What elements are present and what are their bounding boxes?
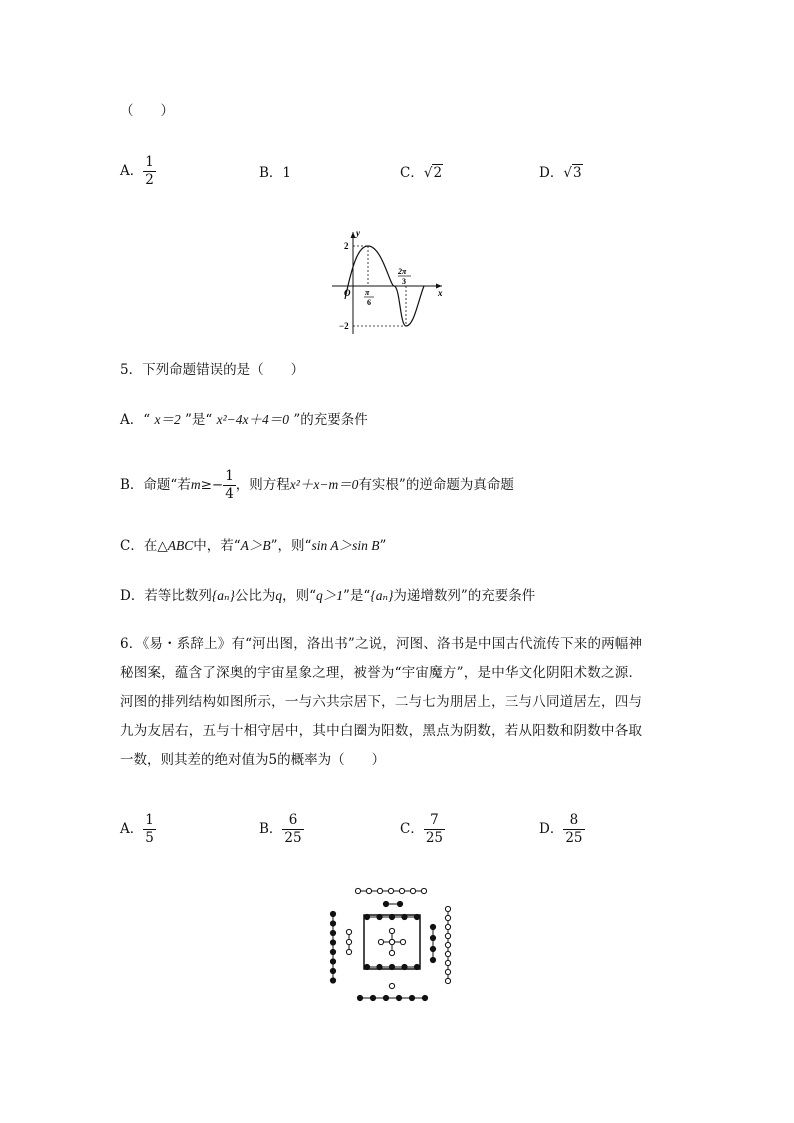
q4-paren: （ ） xyxy=(120,103,174,119)
yin-dot xyxy=(430,946,435,951)
text-segment: 为递增数列”的充要条件 xyxy=(393,588,536,604)
text-segment: 若等比数列 xyxy=(144,588,212,604)
yin-dot xyxy=(430,935,435,940)
yin-dot xyxy=(414,964,419,969)
fraction xyxy=(223,468,236,503)
text-segment: ”的充要条件 xyxy=(293,412,368,428)
y-min-label: −2 xyxy=(339,321,349,331)
fraction-numerator: 1 xyxy=(145,154,154,170)
fraction-denominator: 2 xyxy=(145,172,154,188)
yin-dot xyxy=(330,978,335,983)
yang-dot xyxy=(421,888,426,893)
yang-dot xyxy=(445,951,450,956)
yang-dot xyxy=(378,939,383,944)
yang-dot xyxy=(445,978,450,983)
yin-dot xyxy=(330,968,335,973)
q6-option-c xyxy=(400,812,445,847)
right-nine-yang xyxy=(445,906,450,983)
fraction xyxy=(143,154,156,189)
option-label: C． xyxy=(120,538,144,554)
yang-dot xyxy=(389,939,394,944)
option-label: A． xyxy=(120,821,144,837)
sqrt: √2 xyxy=(423,165,443,181)
yin-dot xyxy=(330,949,335,954)
sqrt: √3 xyxy=(563,165,582,181)
q4-option-b xyxy=(259,164,291,182)
text-segment: 命题“若 xyxy=(143,477,191,493)
top-two-yin xyxy=(383,901,402,906)
yang-dot xyxy=(445,906,450,911)
option-label: B． xyxy=(259,821,283,837)
expr-equation: x²＋x−m＝0 xyxy=(289,477,359,492)
text-segment: ”，则“ xyxy=(270,538,312,554)
q5-option-b xyxy=(120,468,514,503)
sine-graph xyxy=(330,226,450,338)
fraction-denominator: 4 xyxy=(225,486,234,502)
y-axis-arrow-icon xyxy=(351,232,356,238)
yang-dot xyxy=(366,888,371,893)
hetu-diagram xyxy=(320,880,470,1010)
yang-dot xyxy=(377,888,382,893)
q6-option-a xyxy=(120,812,156,847)
yin-dot xyxy=(364,914,369,919)
fraction-numerator: 1 xyxy=(145,812,154,828)
yin-dot xyxy=(397,901,402,906)
fraction-denominator: 25 xyxy=(284,830,302,846)
yin-dot xyxy=(396,995,401,1000)
yang-dot xyxy=(400,939,405,944)
q4-option-d xyxy=(539,164,583,182)
yang-dot xyxy=(388,888,393,893)
yang-dot xyxy=(445,969,450,974)
fraction-numerator: 6 xyxy=(282,812,303,830)
text-segment: ”是“ xyxy=(185,412,213,428)
yin-dot xyxy=(370,995,375,1000)
left-eight-yin xyxy=(330,911,335,983)
yang-dot xyxy=(346,939,351,944)
q6-option-b xyxy=(259,812,304,847)
yang-dot xyxy=(399,888,404,893)
option-label: B． xyxy=(120,477,144,493)
right-four-yin xyxy=(430,924,435,962)
expr-x-eq-2: x＝2 xyxy=(154,412,181,427)
yin-dot xyxy=(422,995,427,1000)
y-max-label: 2 xyxy=(344,241,349,251)
x-tick1-den: 6 xyxy=(367,298,371,307)
var-q: q xyxy=(275,588,283,603)
center-cross-horizontal xyxy=(378,939,405,944)
option-label: C． xyxy=(400,165,424,181)
x-tick2-num: 2π xyxy=(398,267,407,276)
yang-dot xyxy=(445,924,450,929)
q4-option-a xyxy=(120,154,156,189)
triangle-abc: ABC xyxy=(167,538,194,553)
q5-stem: 5．下列命题错误的是（ ） xyxy=(120,362,305,378)
fraction-numerator: 7 xyxy=(424,812,445,830)
fraction-numerator: 1 xyxy=(225,468,234,484)
text-segment: 有实根”的逆命题为真命题 xyxy=(358,477,514,493)
text-segment: 中，若“ xyxy=(193,538,241,554)
yang-dot xyxy=(445,915,450,920)
yin-dot xyxy=(430,957,435,962)
yang-dot xyxy=(389,928,394,933)
radicand: 3 xyxy=(572,165,582,181)
yin-dot xyxy=(330,940,335,945)
fraction xyxy=(143,812,156,847)
expr-quadratic: x²−4x＋4＝0 xyxy=(216,412,290,427)
x-tick2-den: 3 xyxy=(402,277,406,286)
expr-q-gt-1: q＞1 xyxy=(316,588,344,603)
yang-dot xyxy=(445,960,450,965)
x-tick1-num: π xyxy=(365,288,370,297)
yin-dot xyxy=(330,930,335,935)
option-value: 1 xyxy=(282,165,292,181)
expr-a-gt-b: A＞B xyxy=(240,538,271,553)
yin-dot xyxy=(414,914,419,919)
option-label: A． xyxy=(120,412,144,428)
yin-dot xyxy=(402,914,407,919)
text-segment: 在△ xyxy=(143,538,168,554)
yin-dot xyxy=(383,901,388,906)
text-segment: 公比为 xyxy=(234,588,276,604)
yin-dot xyxy=(389,914,394,919)
yin-dot xyxy=(383,995,388,1000)
bottom-one-yang xyxy=(389,983,394,988)
yang-dot xyxy=(410,888,415,893)
yang-dot xyxy=(389,983,394,988)
option-label: D． xyxy=(539,821,564,837)
q4-option-c xyxy=(400,164,443,182)
fraction xyxy=(282,812,303,847)
expr-sin: sin A＞sin B xyxy=(311,538,380,553)
yang-dot xyxy=(445,942,450,947)
yang-dot xyxy=(445,933,450,938)
q6-option-d xyxy=(539,812,585,847)
text-segment: ≥− xyxy=(200,477,224,493)
yang-dot xyxy=(346,949,351,954)
top-seven-yang xyxy=(355,888,426,893)
yin-dot xyxy=(330,921,335,926)
yin-dot xyxy=(409,995,414,1000)
yin-dot xyxy=(402,964,407,969)
yin-dot xyxy=(330,911,335,916)
yin-dot xyxy=(430,924,435,929)
fraction-denominator: 25 xyxy=(425,830,444,846)
fraction-denominator: 25 xyxy=(565,830,583,846)
x-axis-label: x xyxy=(438,288,443,298)
origin-label: O xyxy=(344,288,351,298)
sequence-an: {aₙ} xyxy=(370,588,394,603)
left-three-yang xyxy=(346,929,351,954)
yin-dot xyxy=(357,995,362,1000)
option-label: B． xyxy=(259,165,283,181)
yang-dot xyxy=(389,950,394,955)
text-segment: ”是“ xyxy=(343,588,371,604)
sequence-an: {aₙ} xyxy=(211,588,235,603)
q6-stem: 6．《易・系辞上》有“河出图，洛出书”之说，河图、洛书是中国古代流传下来的两幅神秘图案，蕴含了深奥的宇宙星象之理，被誉为“宇宙魔方”，是中华文化阴阳术数之源．河图的排列结构如图所示，一与六共宗居下，二与七为朋居上，三与八同道居左，四与九为友居右，五与十相守居中，其中白圈为阳数，黑点为阴数，若从阳数和阴数中各取一数，则其差的绝对值为5的概率为（ ） xyxy=(120,636,642,768)
y-axis-label: y xyxy=(356,228,360,238)
fraction xyxy=(563,812,584,847)
option-label: C． xyxy=(400,821,424,837)
yang-dot xyxy=(346,929,351,934)
q5-option-c xyxy=(120,537,386,555)
var-m: m xyxy=(190,477,201,492)
bottom-six-yin xyxy=(357,995,427,1000)
fraction-denominator: 5 xyxy=(145,830,154,846)
text-segment: ，则“ xyxy=(282,588,317,604)
yin-dot xyxy=(330,959,335,964)
yin-dot xyxy=(389,964,394,969)
option-label: D． xyxy=(120,588,145,604)
text-segment: ” xyxy=(379,538,387,554)
yang-dot xyxy=(355,888,360,893)
text-segment: ，则方程 xyxy=(235,477,290,493)
q5-option-a xyxy=(120,411,368,429)
q5-option-d xyxy=(120,587,535,605)
yin-dot xyxy=(364,964,369,969)
fraction xyxy=(424,812,445,847)
fraction-numerator: 8 xyxy=(563,812,584,830)
option-label: D． xyxy=(539,165,564,181)
radicand: 2 xyxy=(433,165,443,181)
yin-dot xyxy=(377,914,382,919)
quote-open: “ xyxy=(143,412,151,428)
yin-dot xyxy=(377,964,382,969)
option-label: A． xyxy=(120,163,144,179)
